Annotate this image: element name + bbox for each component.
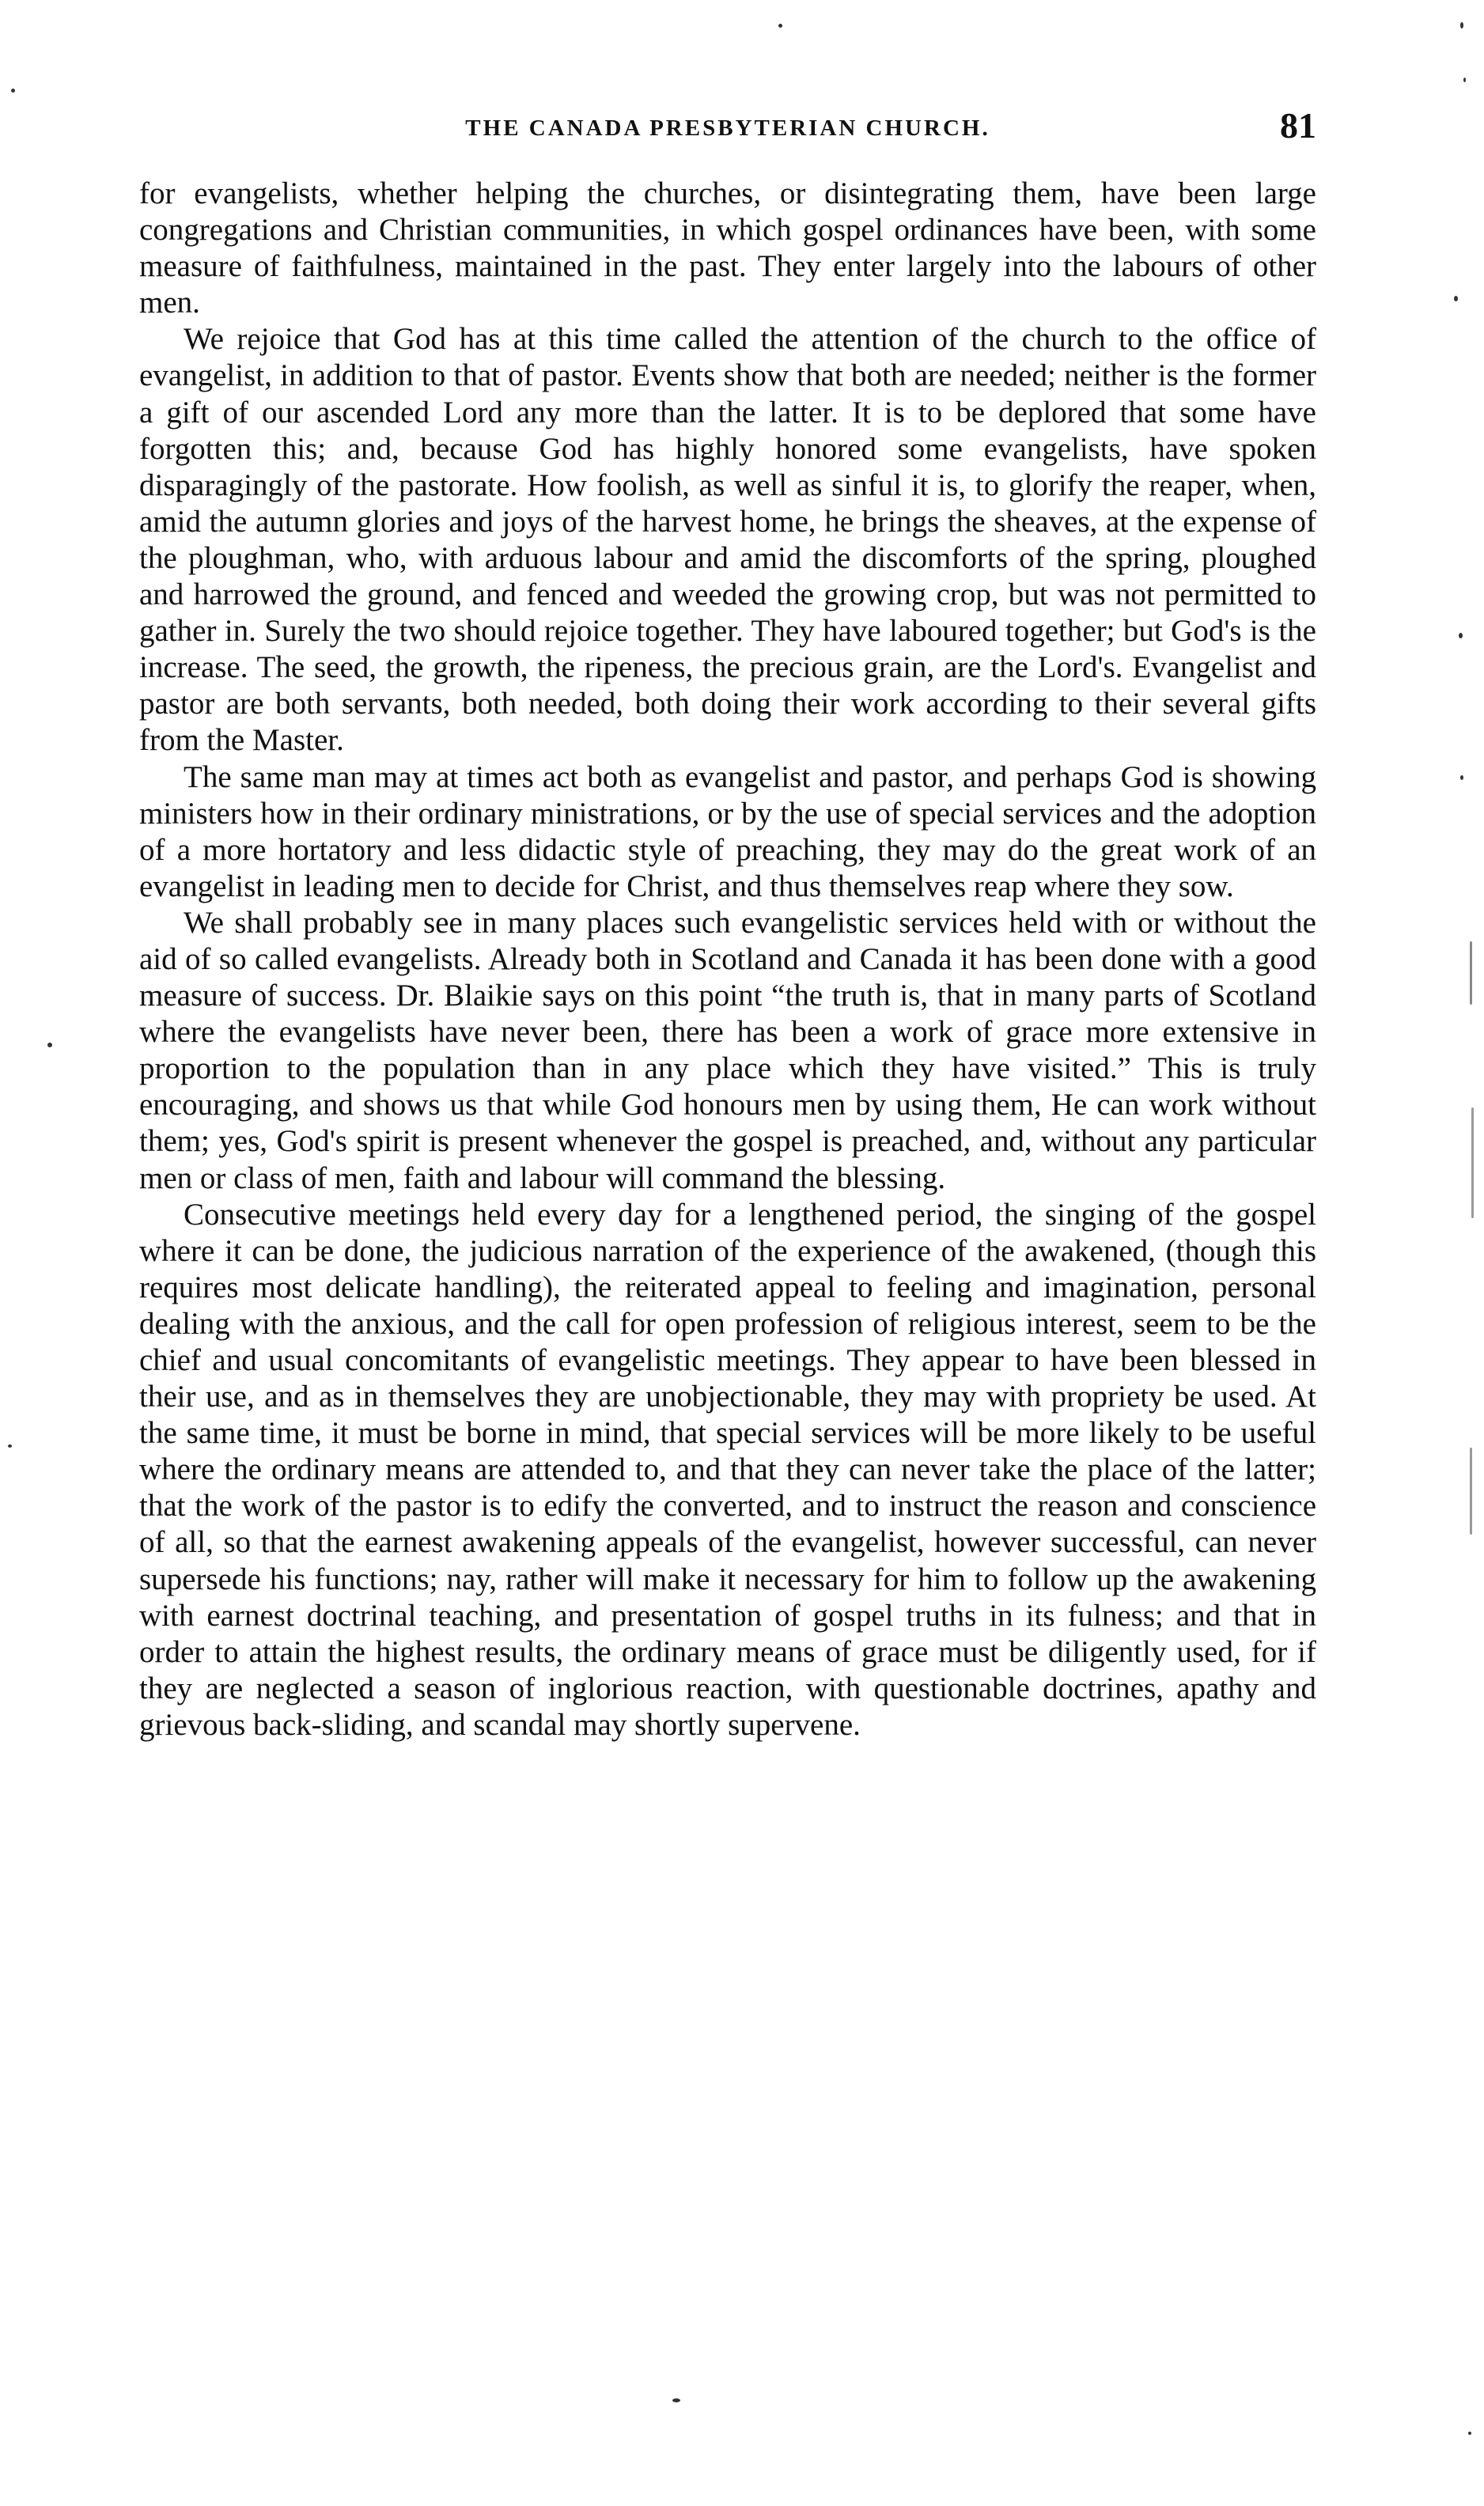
scan-speck [672, 2398, 680, 2402]
scan-speck [1460, 22, 1463, 28]
paragraph-continued: for evangelists, whether helping the churches, or disintegrating them, have been large congregations and Christian communities, in which gospel ordinances have been, with some measure of faithfulness, maintained in the past. They enter largely into the labours of other men. [139, 176, 1316, 320]
scan-speck [1470, 1448, 1472, 1535]
scan-speck [1470, 941, 1472, 1005]
paragraph: We shall probably see in many places such evangelistic services held with or without the aid of so called evangelists. Already both in Scotland and Canada it has been done with a good measure of success. Dr. Blaikie says on this point “the truth is, that in many parts of Scotland where the evangelists have never been, there has been a work of grace more extensive in proportion to the population than in any place which they have visited.” This is truly encouraging, and shows us that while God honours men by using them, He can work without them; yes, God's spirit is present whenever the gospel is preached, and, without any particular men or class of men, faith and labour will command the blessing. [139, 905, 1316, 1195]
paragraph: Consecutive meetings held every day for a lengthened period, the singing of the gospel where it can be done, the judicious narration of the experience of the awakened, (though this requires most delicate handling), the reiterated appeal to feeling and imagination, personal dealing with the anxious, and the call for open profession of religious interest, seem to be the chief and usual concomitants of evangelistic meetings. They appear to have been blessed in their use, and as in themselves they are unobjectionable, they may with propriety be used. At the same time, it must be borne in mind, that special services will be more likely to be useful where the ordinary means are attended to, and that they can never take the place of the latter; that the work of the pastor is to edify the converted, and to instruct the reason and conscience of all, so that the earnest awakening appeals of the evangelist, however successful, can never supersede his functions; nay, rather will make it necessary for him to follow up the awakening with earnest doctrinal teaching, and presentation of gospel truths in its fulness; and that in order to attain the highest results, the ordinary means of grace must be diligently used, for if they are neglected a season of inglorious reaction, with questionable doctrines, apathy and grievous back-sliding, and scandal may shortly supervene. [139, 1197, 1316, 1742]
body-text [139, 176, 1316, 1743]
running-title: THE CANADA PRESBYTERIAN CHURCH. [465, 115, 990, 141]
scan-speck [11, 89, 15, 93]
page-number: 81 [1280, 105, 1316, 146]
page-header [139, 104, 1316, 152]
scan-speck [1463, 78, 1466, 82]
scan-speck [1459, 633, 1463, 638]
scan-speck [8, 1444, 12, 1448]
scan-speck [1460, 775, 1463, 780]
scan-speck [1468, 2432, 1471, 2435]
paragraph: We rejoice that God has at this time called the attention of the church to the office of evangelist, in addition to that of pastor. Events show that both are needed; neither is the former a gift of our ascended Lord any more than the latter. It is to be deplored that some have forgotten this; and, because God has highly honored some evangelists, have spoken disparagingly of the pastorate. How foolish, as well as sinful it is, to glorify the reaper, when, amid the autumn glories and joys of the harvest home, he brings the sheaves, at the expense of the ploughman, who, with arduous labour and amid the discomforts of the spring, ploughed and harrowed the ground, and fenced and weeded the growing crop, but was not permitted to gather in. Surely the two should rejoice together. They have laboured together; but God's is the increase. The seed, the growth, the ripeness, the precious grain, are the Lord's. Evangelist and pastor are both servants, both needed, both doing their work according to their several gifts from the Master. [139, 322, 1316, 758]
scan-speck [778, 24, 782, 28]
scan-speck [1454, 296, 1458, 301]
paragraph: The same man may at times act both as evangelist and pastor, and perhaps God is showing ministers how in their ordinary ministrations, or by the use of special services and the adoption of a more hortatory and less didactic style of preaching, they may do the great work of an evangelist in leading men to decide for Christ, and thus themselves reap where they sow. [139, 759, 1316, 903]
scan-speck [1471, 1107, 1474, 1218]
scan-speck [47, 1043, 52, 1047]
